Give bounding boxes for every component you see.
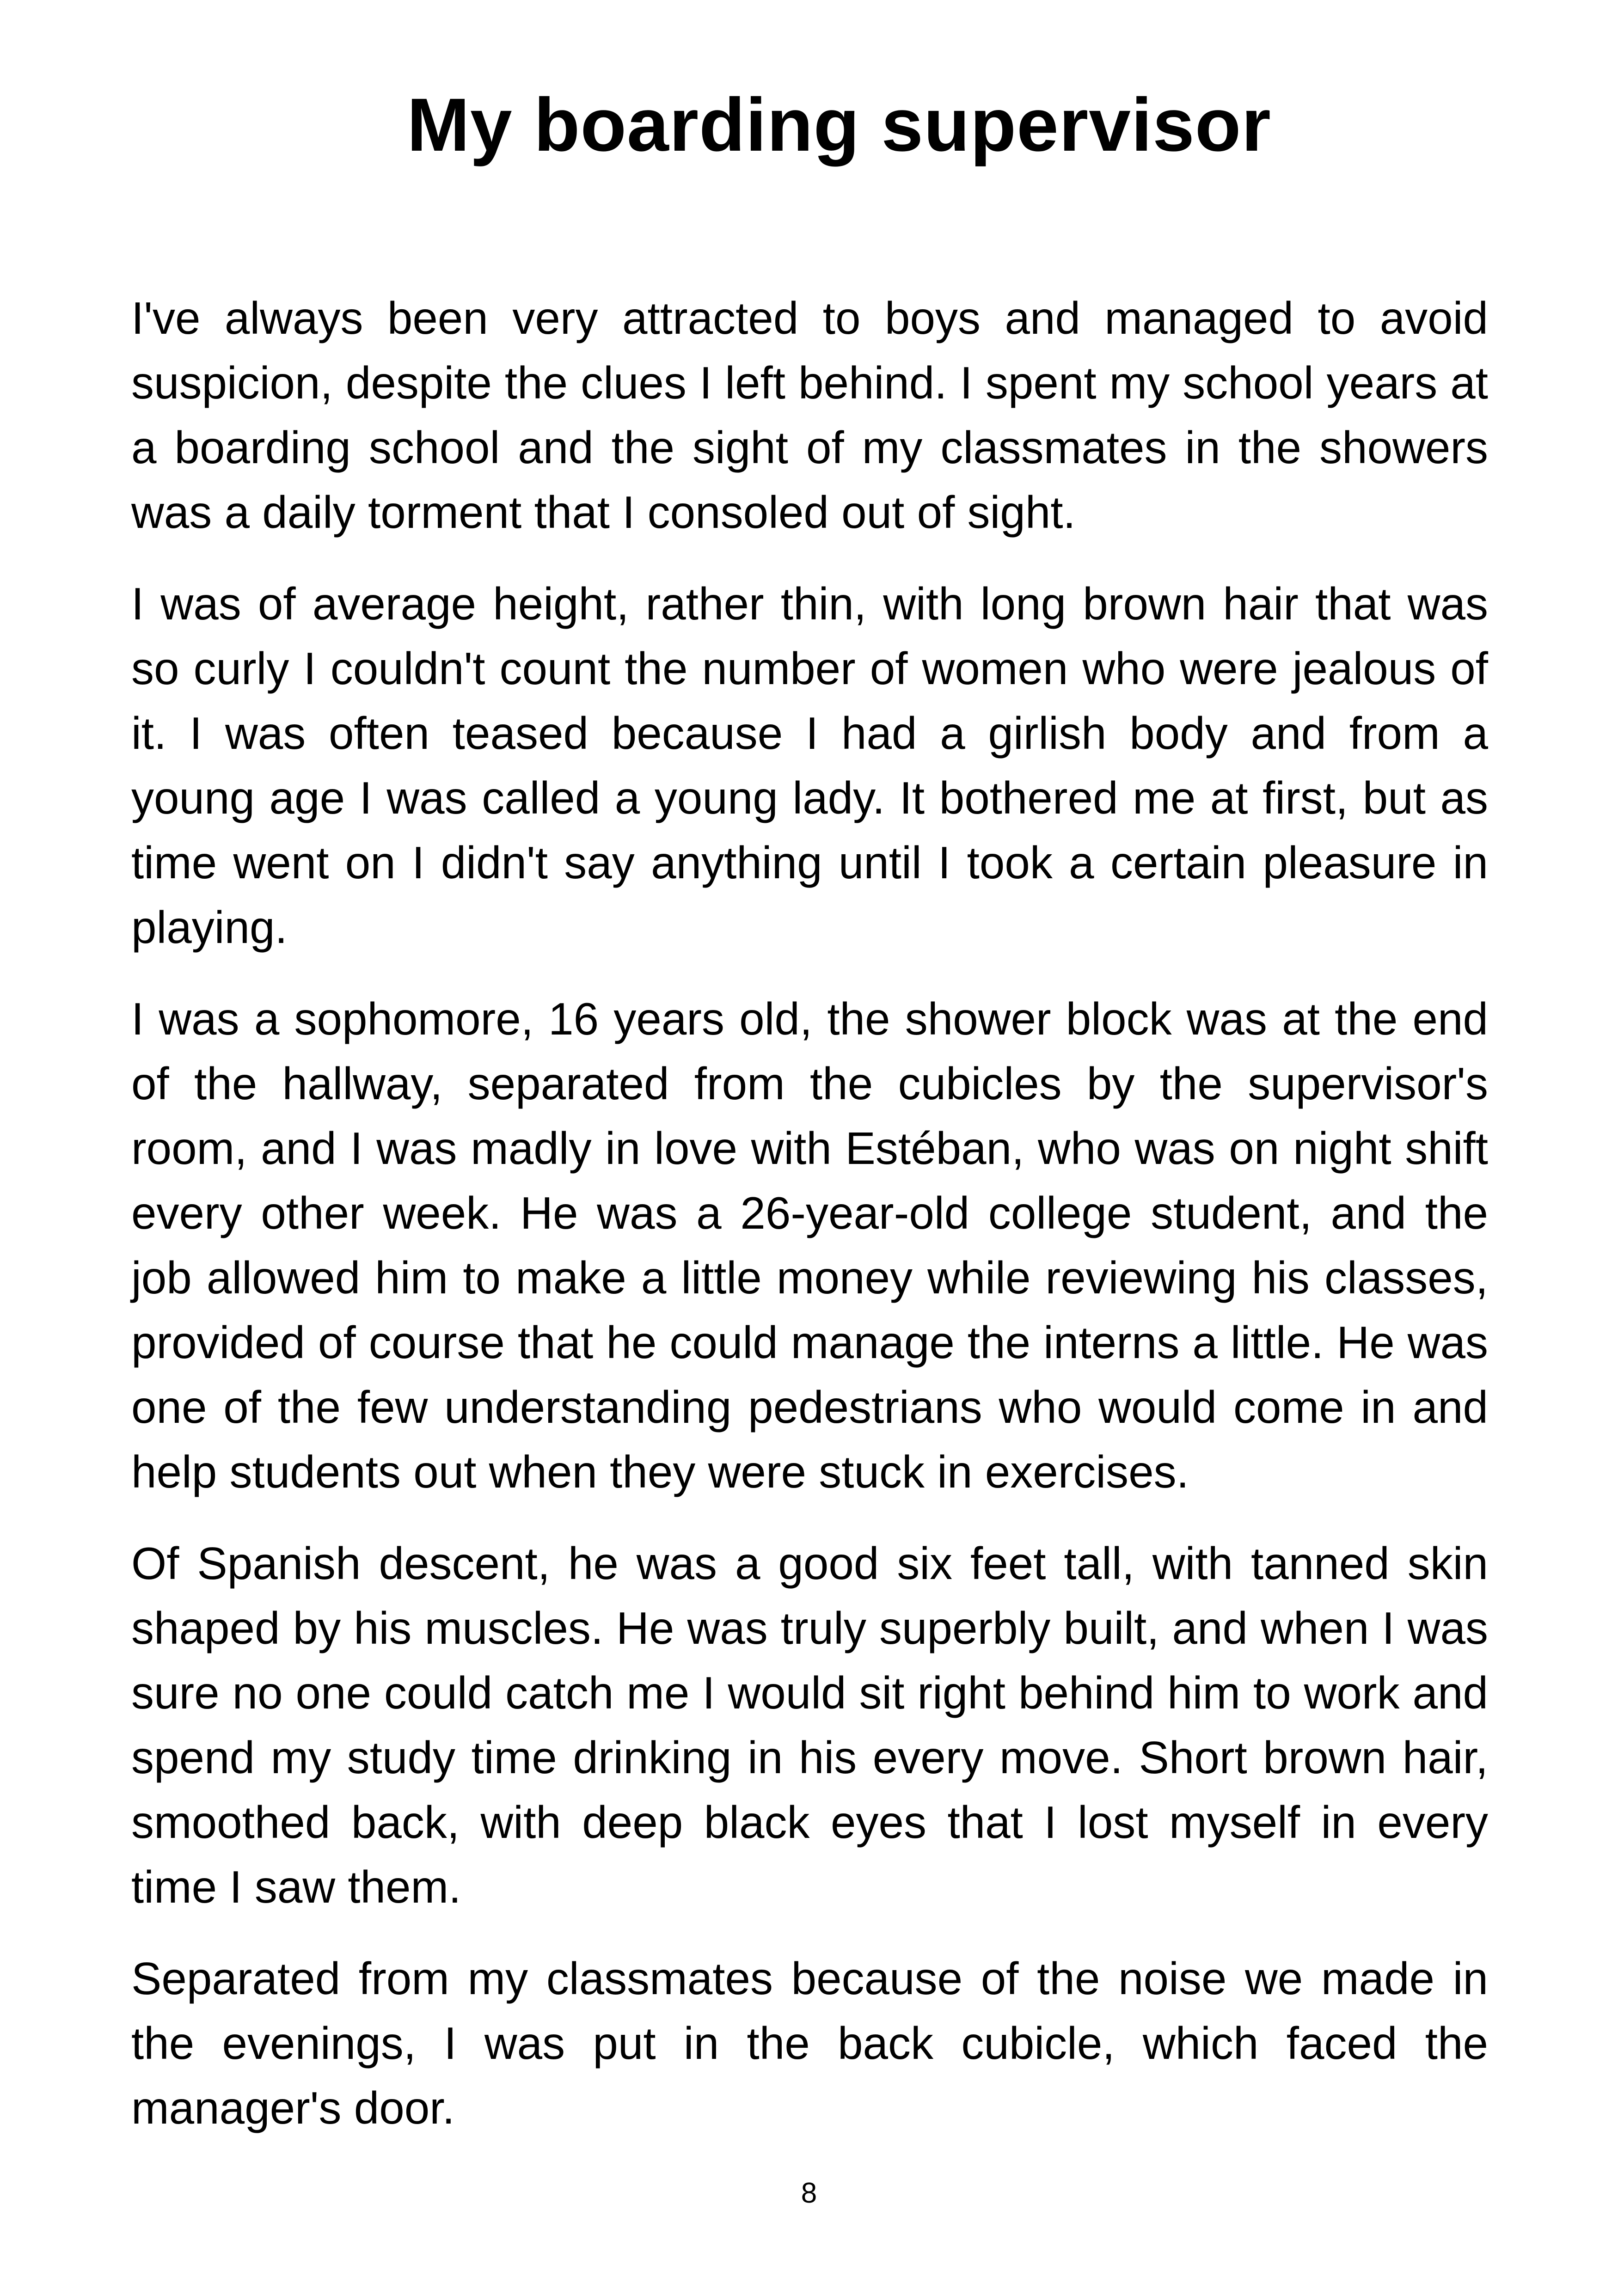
paragraph-4: Of Spanish descent, he was a good six feet tall, with tanned skin shaped by his muscles. He was truly superbly built, and when I was sure no one could catch me I would sit right behind him to work and spend my study time drinking in his every move. Short brown hair, smoothed back, with deep black eyes that I lost myself in every time I saw them. [131, 1538, 1488, 1912]
paragraph-2: I was of average height, rather thin, with long brown hair that was so curly I couldn't count the number of women who were jealous of it. I was often teased because I had a girlish body and from a young age I was called a young lady. It bothered me at first, but as time went on I didn't say anything until I took a certain pleasure in playing. [131, 578, 1488, 953]
body-text [131, 286, 1488, 2167]
page-number: 8 [801, 2177, 817, 2209]
paragraph-3: I was a sophomore, 16 years old, the shower block was at the end of the hallway, separated from the cubicles by the supervisor's room, and I was madly in love with Estéban, who was on night shift every other week. He was a 26-year-old college student, and the job allowed him to make a little money while reviewing his classes, provided of course that he could manage the interns a little. He was one of the few understanding pedestrians who would come in and help students out when they were stuck in exercises. [131, 993, 1488, 1497]
paragraph-5: Separated from my classmates because of the noise we made in the evenings, I was put in the back cubicle, which faced the manager's door. [131, 1953, 1488, 2133]
page-title: My boarding supervisor [407, 82, 1271, 167]
paragraph-1: I've always been very attracted to boys and managed to avoid suspicion, despite the clues I left behind. I spent my school years at a boarding school and the sight of my classmates in the showers was a daily torment that I consoled out of sight. [131, 293, 1488, 538]
